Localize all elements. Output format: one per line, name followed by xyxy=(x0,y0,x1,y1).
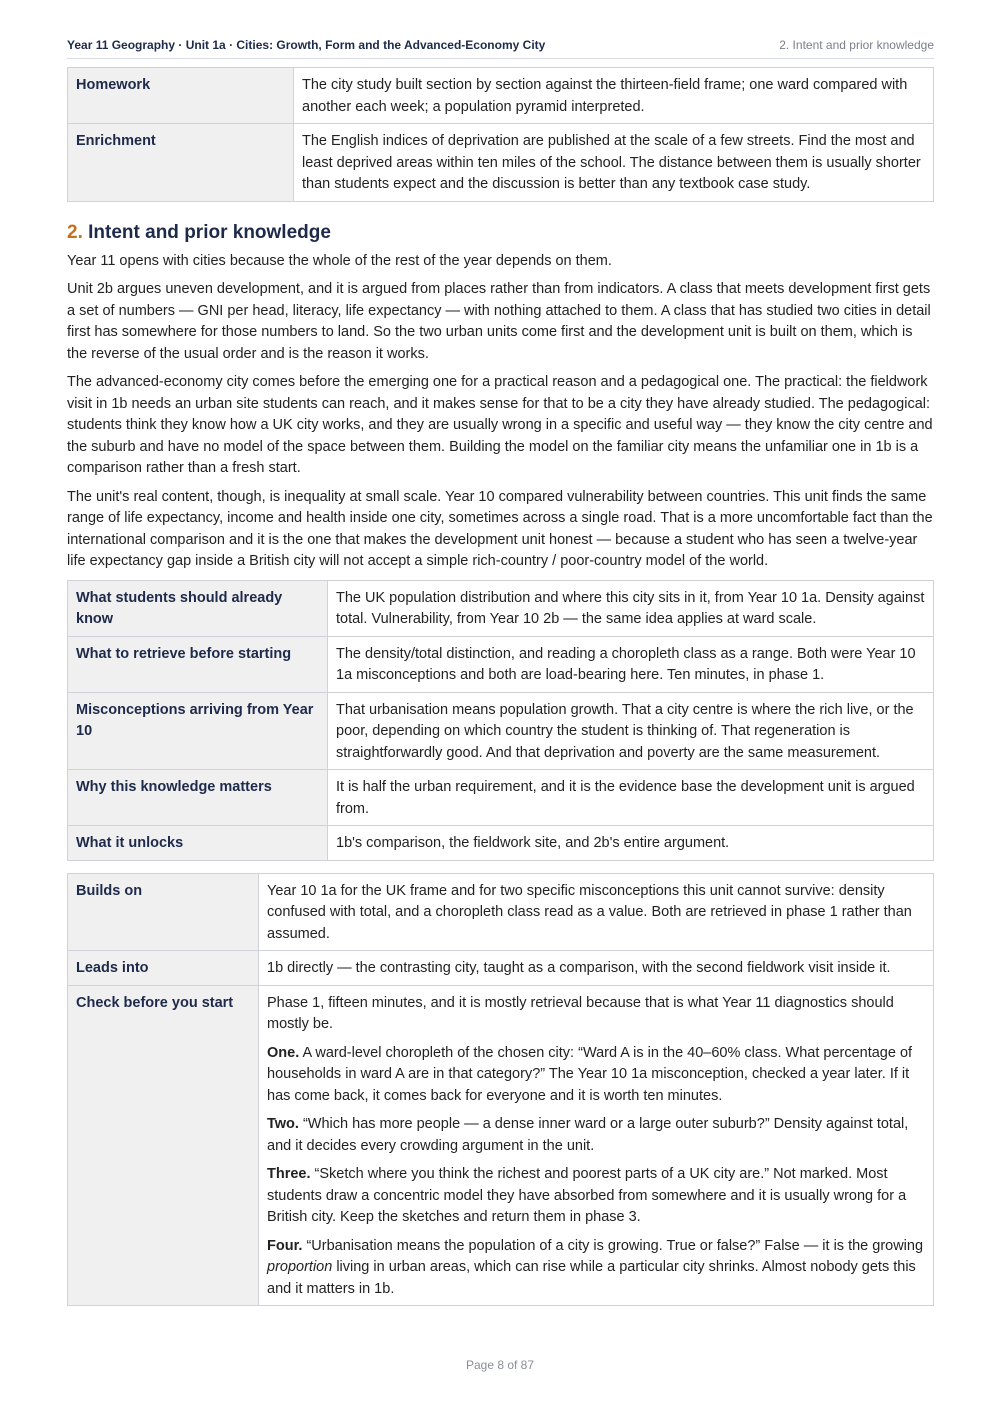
check-item xyxy=(267,1236,925,1301)
table-row xyxy=(68,68,934,124)
check-item xyxy=(267,1114,925,1157)
body-paragraph: The unit's real content, though, is inequality at small scale. Year 10 compared vulnerability between countries. This unit finds the same range of life expectancy, income and health inside one city, sometimes across a single road. That is a more uncomfortable fact than the international comparison and it is the one that makes the development unit honest — because a student who has seen a twelve-year life expectancy gap inside a British city will not accept a simple rich-country / poor-country model of the world. xyxy=(67,488,933,569)
check-item-lead: One. xyxy=(267,1044,300,1061)
check-item-text: “Sketch where you think the richest and poorest parts of a UK city are.” Not marked. Most students draw a concentric model they have absorbed from somewhere and it is usually wrong for a British city. Keep the sketches and return them in phase 3. xyxy=(267,1166,907,1225)
row-value: The UK population distribution and where this city sits in it, from Year 10 1a. Density against total. Vulnerability, from Year 10 2b — the same idea applies at ward scale. xyxy=(328,580,934,636)
row-label: Check before you start xyxy=(68,985,259,1306)
row-value: The English indices of deprivation are published at the scale of a few streets. Find the most and least deprived areas within ten miles of the school. The distance between them is usually shorter than students expect and the discussion is better than any textbook case study. xyxy=(294,124,934,202)
body-paragraph: The advanced-economy city comes before the emerging one for a practical reason and a pedagogical one. The practical: the fieldwork visit in 1b needs an urban site students can reach, and it makes sense for that to be a city they have already studied. The pedagogical: students think they know how a UK city works, and they are usually wrong in a specific and useful way — they know the city centre and the suburb and have no model of the space between them. Building the model on the familiar city means the unfamiliar one in 1b is a comparison rather than a fresh start. xyxy=(67,374,933,476)
row-label: Homework xyxy=(68,68,294,124)
row-value: It is half the urban requirement, and it is the evidence base the development unit is argued from. xyxy=(328,770,934,826)
table-row xyxy=(68,124,934,202)
row-label: What to retrieve before starting xyxy=(68,636,328,692)
row-value: That urbanisation means population growth. That a city centre is where the rich live, or the poor, depending on which country the student is thinking of. That regeneration is straightforwardly good. And that deprivation and poverty are the same measurement. xyxy=(328,692,934,770)
table-row xyxy=(68,770,934,826)
row-label: What it unlocks xyxy=(68,826,328,861)
table-spacer xyxy=(67,861,934,873)
prior-knowledge-table xyxy=(67,580,934,861)
row-label: Builds on xyxy=(68,873,259,951)
current-section-label: 2. Intent and prior knowledge xyxy=(779,38,934,52)
progression-table xyxy=(67,873,934,1307)
check-list xyxy=(259,985,934,1306)
check-item-lead: Four. xyxy=(267,1237,303,1254)
page-number: Page 8 of 87 xyxy=(465,1358,535,1372)
row-value: 1b's comparison, the fieldwork site, and 2b's entire argument. xyxy=(328,826,934,861)
body-paragraph: Year 11 opens with cities because the whole of the rest of the year depends on them. xyxy=(67,252,612,269)
row-label: Why this knowledge matters xyxy=(68,770,328,826)
check-item-lead: Two. xyxy=(267,1116,299,1132)
check-item-text: “Which has more people — a dense inner ward or a large outer suburb?” Density against total, and it decides every crowding argument in the unit. xyxy=(267,1116,909,1154)
section-title: Intent and prior knowledge xyxy=(88,221,331,243)
check-item-text: living in urban areas, which can rise while a particular city shrinks. Almost nobody gets this and it matters in 1b. xyxy=(267,1259,916,1297)
check-item xyxy=(267,1043,925,1108)
check-item-emphasis: proportion xyxy=(267,1259,333,1275)
document-title: Year 11 Geography · Unit 1a · Cities: Growth, Form and the Advanced-Economy City xyxy=(67,38,546,52)
table-row xyxy=(68,692,934,770)
row-label: What students should already know xyxy=(68,580,328,636)
row-value: The density/total distinction, and reading a choropleth class as a range. Both were Year 10 1a misconceptions and both are load-bearing here. Ten minutes, in phase 1. xyxy=(328,636,934,692)
row-label: Leads into xyxy=(68,951,259,986)
row-value: Year 10 1a for the UK frame and for two specific misconceptions this unit cannot survive: density confused with total, and a choropleth class read as a value. Both are retrieved in phase 1 rather than assumed. xyxy=(259,873,934,951)
row-value: 1b directly — the contrasting city, taught as a comparison, with the second fieldwork visit inside it. xyxy=(259,951,934,986)
row-label: Enrichment xyxy=(68,124,294,202)
section-number: 2. xyxy=(67,221,83,243)
homework-enrichment-table xyxy=(67,67,934,202)
row-label: Misconceptions arriving from Year 10 xyxy=(68,692,328,770)
row-value: The city study built section by section against the thirteen-field frame; one ward compared with another each week; a population pyramid interpreted. xyxy=(294,68,934,124)
body-paragraph: Unit 2b argues uneven development, and it is argued from places rather than from indicators. A class that meets development first gets a set of numbers — GNI per head, literacy, life expectancy — with nothing attached to them. A class that has studied two cities in detail first has somewhere for those numbers to land. So the two urban units come first and the development unit is built on them, which is the reverse of the usual order and is the reason it works. xyxy=(67,281,931,362)
table-row xyxy=(68,580,934,636)
table-row xyxy=(68,636,934,692)
check-item-lead: Three. xyxy=(267,1166,311,1182)
check-intro: Phase 1, fifteen minutes, and it is mostly retrieval because that is what Year 11 diagnostics should mostly be. xyxy=(267,994,894,1032)
table-row xyxy=(68,873,934,951)
page-content xyxy=(67,67,934,1306)
table-row xyxy=(68,951,934,986)
table-row xyxy=(68,826,934,861)
section-heading xyxy=(67,222,934,244)
running-header xyxy=(67,38,934,59)
check-item xyxy=(267,1164,925,1229)
check-item-text: A ward-level choropleth of the chosen city: “Ward A is in the 40–60% class. What percentage of households in ward A are in that category?” The Year 10 1a misconception, checked a year later. If it has come back, it comes back for everyone and it is worth ten minutes. xyxy=(267,1044,913,1104)
check-item-text: “Urbanisation means the population of a city is growing. True or false?” False — it is the growing xyxy=(302,1237,924,1254)
table-row xyxy=(68,985,934,1306)
